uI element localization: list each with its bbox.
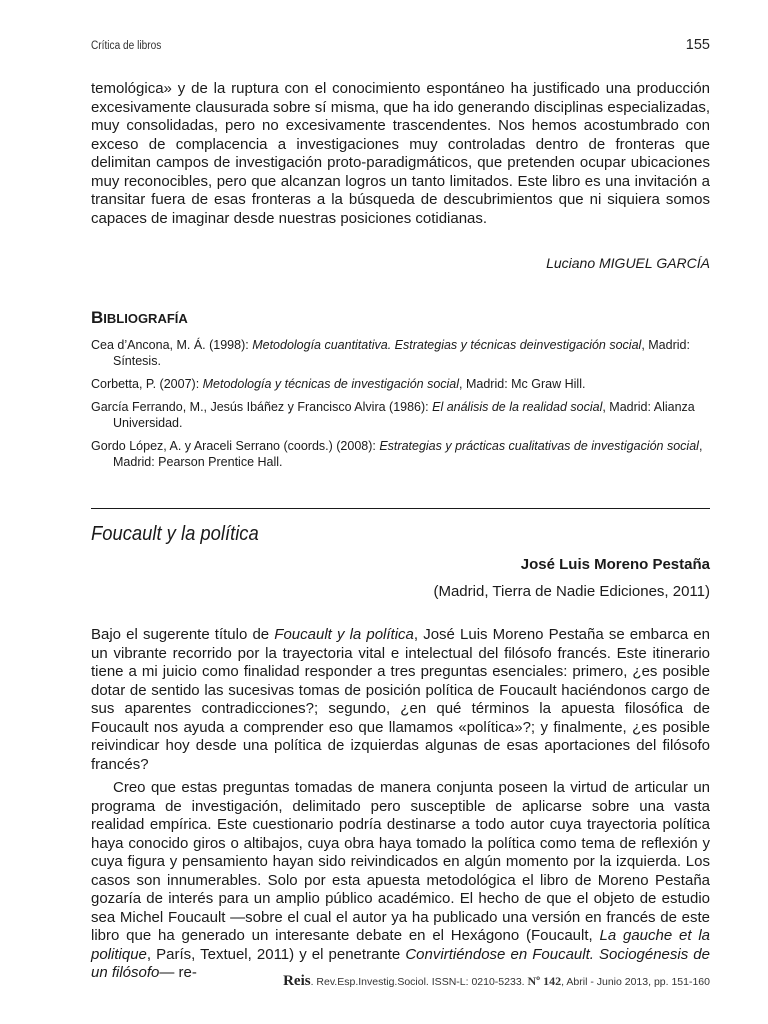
- review-paragraph: [91, 779, 710, 983]
- footer-date-pages: , Abril - Junio 2013, pp. 151-160: [561, 976, 710, 988]
- review-signature: Luciano MIGUEL GARCÍA: [546, 255, 710, 271]
- text-run: — re-: [159, 964, 197, 981]
- text-run: , París, Textuel, 2011) y el penetrante: [146, 945, 406, 963]
- page-footer: [283, 973, 710, 990]
- review-body: [91, 626, 710, 988]
- bibliography-entry: [91, 399, 710, 431]
- review-publication-info: (Madrid, Tierra de Nadie Ediciones, 2011): [433, 583, 710, 600]
- bibliography-entry: [91, 438, 710, 470]
- review-paragraph: [91, 626, 710, 774]
- entry-publisher: , Madrid: Alianza Universidad.: [113, 400, 695, 430]
- entry-title: El análisis de la realidad social: [432, 400, 603, 414]
- entry-publisher: , Madrid: Síntesis.: [113, 338, 690, 368]
- entry-publisher: , Madrid: Mc Graw Hill.: [459, 377, 586, 391]
- entry-title: Metodología y técnicas de investigación social: [202, 377, 460, 391]
- bibliography-list: [91, 337, 710, 477]
- entry-title: Estrategias y prácticas cualitativas de investigación social: [379, 439, 699, 453]
- entry-title: Metodología cuantitativa. Estrategias y técnicas deinvestigación social: [252, 338, 642, 352]
- entry-authors: Corbetta, P. (2007):: [91, 377, 203, 391]
- text-run: Creo que estas preguntas tomadas de manera conjunta poseen la virtud de articular un programa de investigación, delimitado pero susceptible de aplicarse sobre una vasta realidad empírica. Este cuestionario podría destinarse a todo autor cuya trayectoria política haya conocido giros o altibajos, cuya obra haya tomado la política como tema de reflexión y cuya figura y pensamiento hayan sido reivindicados en algún momento por la izquierda. Los casos son innumerables. Solo por esta apuesta metodológica el libro de Moreno Pestaña gozaría de interés para un amplio público académico. El hecho de que el objeto de estudio sea Michel Foucault —sobre el cual el autor ya ha publicado una versión en francés de este libro que ha generado un interesante debate en el Hexágono (Foucault,: [91, 779, 710, 944]
- journal-name: Reis: [283, 973, 311, 989]
- section-title: Crítica de libros: [91, 40, 162, 52]
- book-title-ref: Foucault y la política: [274, 626, 414, 643]
- page-number: 155: [685, 37, 710, 53]
- bibliography-heading-rest: IBLIOGRAFÍA: [103, 311, 188, 326]
- footer-citation: . Rev.Esp.Investig.Sociol. ISSN-L: 0210-5233.: [310, 976, 528, 988]
- bibliography-entry: [91, 376, 710, 392]
- review-book-author: José Luis Moreno Pestaña: [520, 556, 710, 573]
- review-title: Foucault y la política: [91, 523, 259, 545]
- entry-publisher: , Madrid: Pearson Prentice Hall.: [113, 439, 703, 469]
- text-run: , José Luis Moreno Pestaña se embarca en un vibrante recorrido por la trayectoria vital e intelectual del filósofo francés. Este itinerario tiene a mi juicio como finalidad responder a tres preguntas esenciales: primero, ¿es posible dotar de sentido las sucesivas tomas de posición política de Foucault haciéndonos cargo de sus aparentes contradicciones?; segundo, ¿en qué términos la apuesta filosófica de Foucault nos ayuda a comprender eso que llamamos «política»?; y finalmente, ¿es posible reivindicar hoy desde una política de izquierdas algunas de esas aportaciones del filósofo francés?: [91, 626, 710, 773]
- entry-authors: Gordo López, A. y Araceli Serrano (coords.) (2008):: [91, 439, 380, 453]
- entry-authors: García Ferrando, M., Jesús Ibáñez y Francisco Alvira (1986):: [91, 400, 433, 414]
- previous-review-paragraph: temológica» y de la ruptura con el conocimiento espontáneo ha justificado una producción excesivamente clausurada sobre sí misma, que ha ido generando disciplinas especializadas, muy consolidadas, pero no excesivamente trascendentes. Nos hemos acostumbrado con exceso de complacencia a investigaciones muy controladas dentro de fronteras que delimitan campos de investigación proto-paradigmáticos, que pretenden ocupar ubicaciones muy reconocibles, pero que alcanzan logros un tanto limitados. Este libro es una invitación a transitar fuera de esas fronteras a la búsqueda de descubrimientos que ni siquiera somos capaces de imaginar desde nuestras posiciones cotidianas.: [91, 80, 710, 227]
- section-divider: [91, 508, 710, 509]
- book-title-ref: Convirtiéndose en Foucault. Sociogénesis de un filósofo: [91, 945, 710, 981]
- text-run: Bajo el sugerente título de: [91, 626, 275, 643]
- entry-authors: Cea d’Ancona, M. Á. (1998):: [91, 338, 253, 352]
- issue-number: Nº 142: [527, 974, 562, 988]
- bibliography-heading-initial: B: [91, 308, 104, 327]
- book-title-ref: La gauche et la politique: [91, 927, 710, 963]
- bibliography-heading: [91, 308, 188, 328]
- running-header: [91, 37, 710, 57]
- bibliography-entry: [91, 337, 710, 369]
